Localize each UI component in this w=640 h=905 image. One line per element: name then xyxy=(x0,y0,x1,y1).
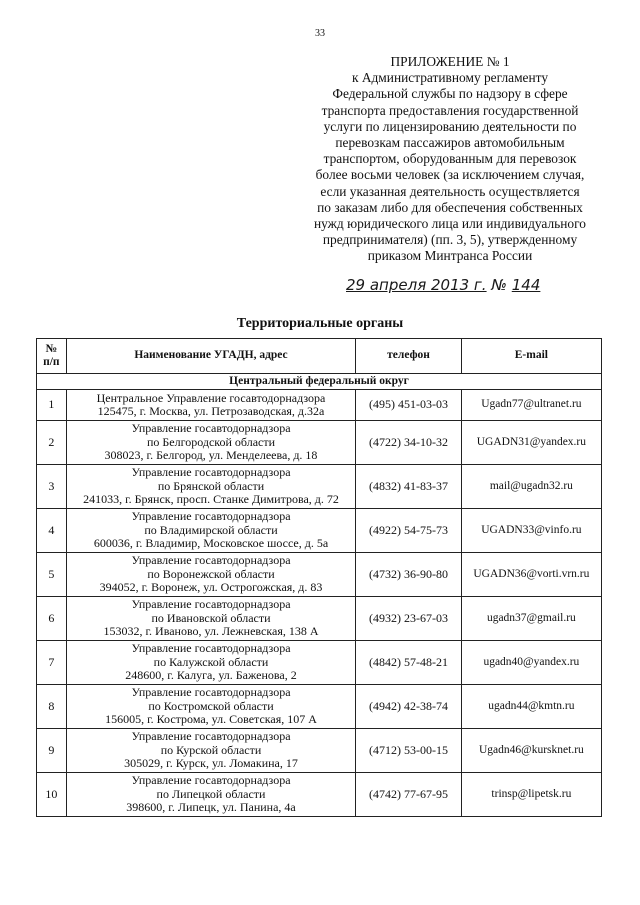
appendix-line: если указанная деятельность осуществляется xyxy=(320,183,580,199)
row-email: ugadn40@yandex.ru xyxy=(461,641,601,685)
appendix-line: услуги по лицензированию деятельности по xyxy=(323,118,577,134)
name-address-line: по Костромской области xyxy=(148,698,274,713)
row-number: 1 xyxy=(37,390,67,421)
table-row xyxy=(37,773,602,817)
appendix-line: по заказам либо для обеспечения собственных xyxy=(317,199,583,215)
row-phone: (4742) 77-67-95 xyxy=(356,773,461,817)
name-address-line: Управление госавтодорнадзора xyxy=(131,553,291,568)
signature-number-prefix: № xyxy=(491,276,507,294)
name-address-line: по Брянской области xyxy=(157,478,265,493)
appendix-line: к Административному регламенту xyxy=(351,70,549,86)
signature-date-text: 29 апреля 2013 г. xyxy=(346,276,487,294)
appendix-line: транспортом, оборудованным для перевозок xyxy=(323,151,577,167)
row-phone: (4842) 57-48-21 xyxy=(356,641,461,685)
row-email: ugadn37@gmail.ru xyxy=(461,597,601,641)
header-email: E-mail xyxy=(461,339,601,374)
section-title: Территориальные органы xyxy=(236,316,404,331)
row-number: 9 xyxy=(37,729,67,773)
header-num-line1: № xyxy=(45,342,58,355)
appendix-line: нужд юридического лица или индивидуального xyxy=(314,216,586,232)
row-email: ugadn44@kmtn.ru xyxy=(461,685,601,729)
row-email: UGADN31@yandex.ru xyxy=(461,421,601,465)
appendix-line: транспорта предоставления государственной xyxy=(321,102,579,118)
name-address-line: Центральное Управление госавтодорнадзора xyxy=(96,390,326,405)
name-address-line: Управление госавтодорнадзора xyxy=(131,597,291,612)
row-phone: (4712) 53-00-15 xyxy=(356,729,461,773)
appendix-line: ПРИЛОЖЕНИЕ № 1 xyxy=(390,54,510,69)
row-phone: (4722) 34-10-32 xyxy=(356,421,461,465)
name-address-line: Управление госавтодорнадзора xyxy=(131,773,291,788)
row-name-address xyxy=(66,390,356,421)
row-phone: (4832) 41-83-37 xyxy=(356,465,461,509)
row-name-address xyxy=(66,773,356,817)
table-row xyxy=(37,421,602,465)
row-email: mail@ugadn32.ru xyxy=(461,465,601,509)
table-header-row xyxy=(37,339,602,374)
name-address-line: Управление госавтодорнадзора xyxy=(131,509,291,524)
row-phone: (495) 451-03-03 xyxy=(356,390,461,421)
table-row xyxy=(37,641,602,685)
name-address-line: по Ивановской области xyxy=(151,610,271,625)
row-number: 2 xyxy=(37,421,67,465)
row-number: 8 xyxy=(37,685,67,729)
name-address-line: по Воронежской области xyxy=(147,566,275,581)
row-number: 10 xyxy=(37,773,67,817)
row-name-address xyxy=(66,597,356,641)
name-address-line: по Владимирской области xyxy=(144,522,278,537)
table-row xyxy=(37,509,602,553)
table-row xyxy=(37,597,602,641)
name-address-line: Управление госавтодорнадзора xyxy=(131,421,291,436)
row-number: 6 xyxy=(37,597,67,641)
name-address-line: 125475, г. Москва, ул. Петрозаводская, д.32а xyxy=(97,404,325,418)
row-phone: (4942) 42-38-74 xyxy=(356,685,461,729)
handwritten-signature-date xyxy=(346,276,546,294)
row-email: trinsp@lipetsk.ru xyxy=(461,773,601,817)
appendix-header xyxy=(286,54,614,265)
name-address-line: Управление госавтодорнадзора xyxy=(131,465,291,480)
appendix-line: приказом Минтранса России xyxy=(367,248,533,264)
name-address-line: 308023, г. Белгород, ул. Менделеева, д. 18 xyxy=(104,448,318,463)
appendix-line: более восьми человек (за исключением случая, xyxy=(315,167,585,183)
group-label: Центральный федеральный округ xyxy=(37,374,602,390)
name-address-line: 398600, г. Липецк, ул. Панина, 4а xyxy=(126,800,296,815)
name-address-line: по Курской области xyxy=(160,742,262,757)
territorial-bodies-table xyxy=(36,338,602,817)
row-number: 3 xyxy=(37,465,67,509)
row-phone: (4932) 23-67-03 xyxy=(356,597,461,641)
row-email: UGADN36@vorti.vrn.ru xyxy=(461,553,601,597)
name-address-line: 156005, г. Кострома, ул. Советская, 107 А xyxy=(105,712,317,727)
row-email: Ugadn46@kursknet.ru xyxy=(461,729,601,773)
name-address-line: 600036, г. Владимир, Московское шоссе, д. 5а xyxy=(93,536,329,551)
row-email: UGADN33@vinfo.ru xyxy=(461,509,601,553)
name-address-line: 241033, г. Брянск, просп. Станке Димитрова, д. 72 xyxy=(83,492,339,507)
table-row xyxy=(37,390,602,421)
header-num xyxy=(37,339,67,374)
table-row xyxy=(37,465,602,509)
appendix-line: перевозкам пассажиров автомобильным xyxy=(335,135,565,151)
page-number: 33 xyxy=(315,28,325,39)
signature-number-text: 144 xyxy=(511,276,541,294)
name-address-line: 153032, г. Иваново, ул. Лежневская, 138 А xyxy=(103,624,319,639)
name-address-line: 394052, г. Воронеж, ул. Острогожская, д. 83 xyxy=(99,580,323,595)
appendix-line: Федеральной службы по надзору в сфере xyxy=(332,86,568,102)
name-address-line: по Белгородской области xyxy=(146,434,276,449)
header-name: Наименование УГАДН, адрес xyxy=(66,339,356,374)
name-address-line: по Калужской области xyxy=(153,654,269,669)
table-row xyxy=(37,553,602,597)
name-address-line: по Липецкой области xyxy=(156,786,266,801)
row-name-address xyxy=(66,729,356,773)
row-phone: (4922) 54-75-73 xyxy=(356,509,461,553)
name-address-line: Управление госавтодорнадзора xyxy=(131,729,291,744)
row-number: 4 xyxy=(37,509,67,553)
row-email: Ugadn77@ultranet.ru xyxy=(461,390,601,421)
row-name-address xyxy=(66,509,356,553)
appendix-line: предпринимателя) (пп. 3, 5), утвержденному xyxy=(322,232,578,248)
header-num-line2: п/п xyxy=(43,356,60,368)
row-phone: (4732) 36-90-80 xyxy=(356,553,461,597)
table-row xyxy=(37,729,602,773)
name-address-line: 248600, г. Калуга, ул. Баженова, 2 xyxy=(125,668,297,683)
row-name-address xyxy=(66,553,356,597)
header-phone: телефон xyxy=(356,339,461,374)
name-address-line: Управление госавтодорнадзора xyxy=(131,641,291,656)
name-address-line: Управление госавтодорнадзора xyxy=(131,685,291,700)
group-row xyxy=(37,374,602,390)
table-row xyxy=(37,685,602,729)
row-number: 7 xyxy=(37,641,67,685)
row-name-address xyxy=(66,465,356,509)
row-name-address xyxy=(66,641,356,685)
row-name-address xyxy=(66,421,356,465)
name-address-line: 305029, г. Курск, ул. Ломакина, 17 xyxy=(124,756,298,771)
row-name-address xyxy=(66,685,356,729)
row-number: 5 xyxy=(37,553,67,597)
